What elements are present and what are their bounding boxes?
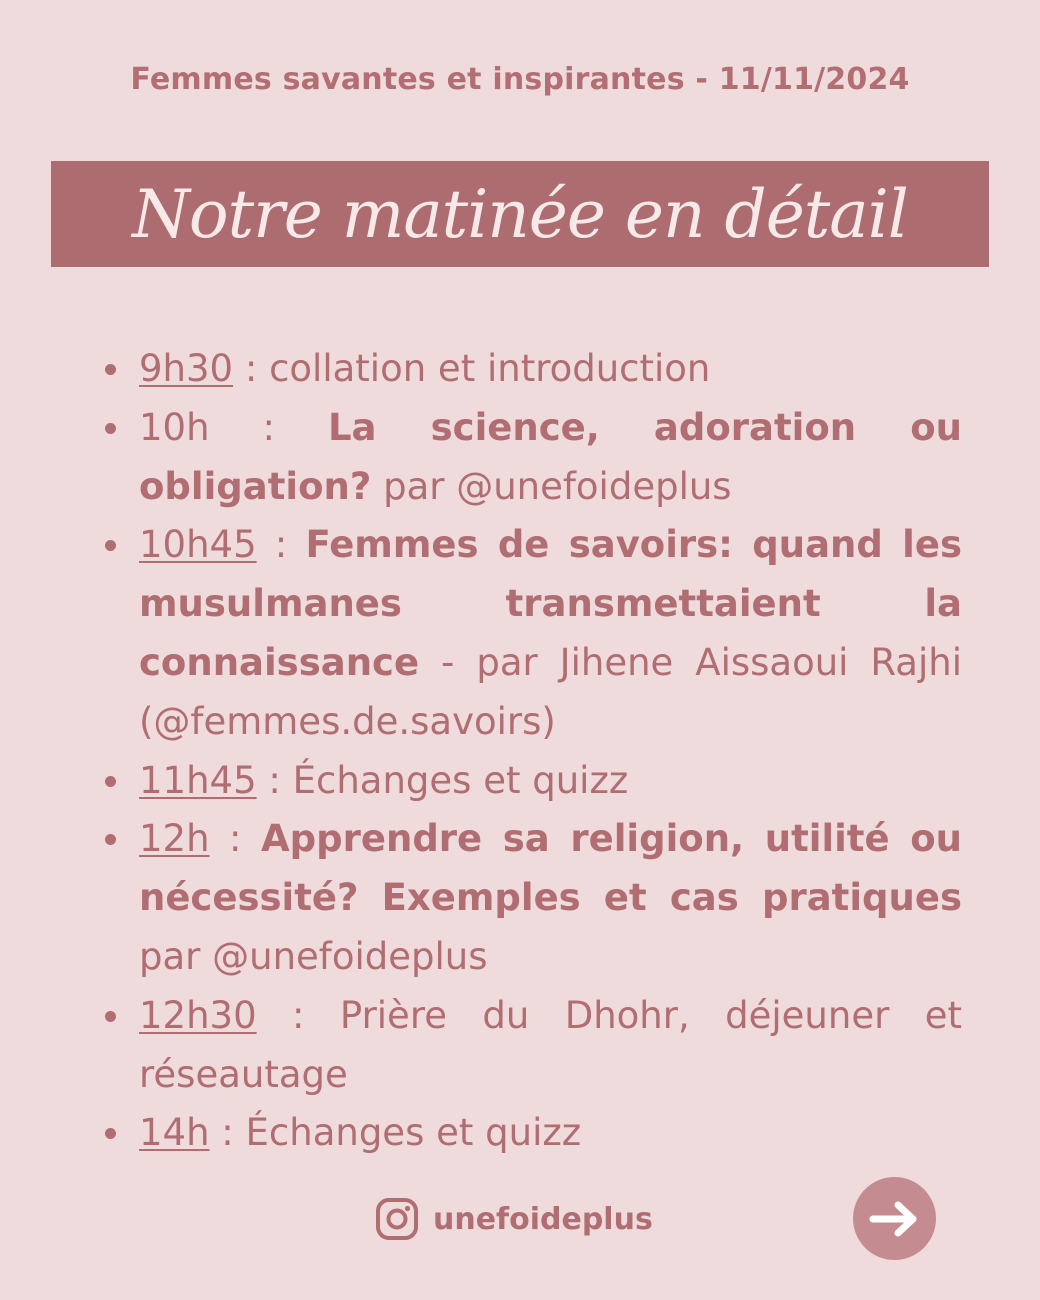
bullet-icon — [105, 776, 116, 787]
agenda-talk: La science, adoration ou obligation? — [139, 405, 962, 508]
agenda-separator: : — [256, 523, 306, 567]
agenda-item — [105, 399, 962, 517]
agenda-separator: : — [209, 1111, 246, 1155]
instagram-handle[interactable] — [375, 1196, 653, 1242]
agenda-details: par @unefoideplus — [139, 934, 488, 978]
agenda-separator: : — [256, 993, 340, 1037]
agenda-item — [105, 1104, 962, 1163]
agenda-details: Échanges et quizz — [292, 758, 629, 802]
agenda-time: 14h — [139, 1111, 210, 1155]
agenda-time: 12h30 — [139, 993, 257, 1037]
agenda-item — [105, 340, 962, 399]
bullet-icon — [105, 1011, 116, 1022]
agenda-details: Échanges et quizz — [245, 1111, 582, 1155]
bullet-icon — [105, 423, 116, 434]
agenda-list — [105, 340, 962, 1163]
agenda-talk: Apprendre sa religion, utilité ou nécessité? Exemples et cas pratiques — [139, 817, 962, 920]
bullet-icon — [105, 834, 116, 845]
agenda-details: par @unefoideplus — [371, 464, 732, 508]
agenda-time: 12h — [139, 817, 210, 861]
agenda-time: 10h — [139, 405, 210, 449]
bullet-icon — [105, 540, 116, 551]
agenda-time: 10h45 — [139, 523, 257, 567]
bullet-icon — [105, 1128, 116, 1139]
arrow-right-icon — [868, 1199, 922, 1239]
title-banner — [51, 161, 989, 267]
event-subtitle: Femmes savantes et inspirantes - 11/11/2024 — [130, 62, 910, 97]
instagram-icon — [375, 1197, 419, 1241]
agenda-details: collation et introduction — [269, 347, 711, 390]
agenda-details: - par Jihene Aissaoui Rajhi (@femmes.de.savoirs) — [139, 640, 962, 743]
agenda-separator: : — [209, 405, 328, 449]
agenda-separator: : — [233, 347, 270, 390]
agenda-details: Prière du Dhohr, déjeuner et réseautage — [139, 993, 962, 1096]
agenda-talk: Femmes de savoirs: quand les musulmanes transmettaient la connaissance — [139, 523, 962, 684]
agenda-item — [105, 810, 962, 986]
agenda-time: 11h45 — [139, 758, 257, 802]
next-button[interactable] — [853, 1177, 936, 1260]
agenda-time: 9h30 — [139, 347, 234, 390]
agenda-item — [105, 516, 962, 751]
agenda-item — [105, 752, 962, 811]
page-title: Notre matinée en détail — [132, 175, 908, 253]
agenda-item — [105, 987, 962, 1105]
agenda-separator: : — [209, 817, 262, 861]
bullet-icon — [105, 364, 116, 375]
agenda-separator: : — [256, 758, 293, 802]
instagram-handle-text: unefoideplus — [433, 1201, 653, 1237]
